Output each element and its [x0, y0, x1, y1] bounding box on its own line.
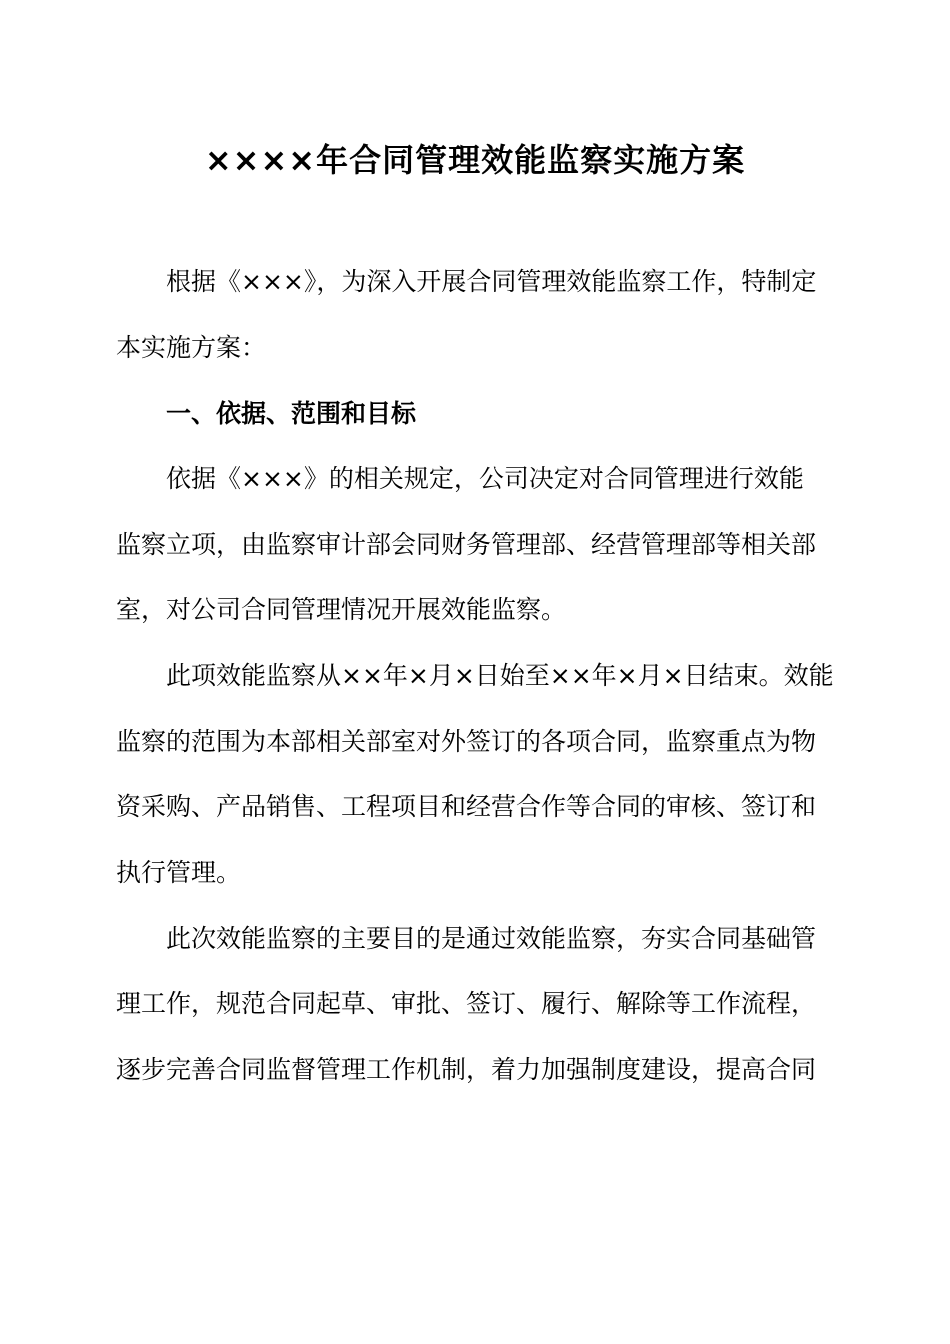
paragraph-intro-line-1: 根据《×××》，为深入开展合同管理效能监察工作，特制定: [166, 267, 817, 296]
paragraph-basis-line-3: 室，对公司合同管理情况开展效能监察。: [116, 595, 567, 624]
paragraph-scope-line-2: 监察的范围为本部相关部室对外签订的各项合同，监察重点为物: [116, 727, 817, 756]
paragraph-scope-line-1: 此项效能监察从××年×月×日始至××年×月×日结束。效能: [166, 661, 834, 690]
paragraph-goal-line-2: 理工作，规范合同起草、审批、签订、履行、解除等工作流程，: [116, 989, 817, 1018]
document-title: ××××年合同管理效能监察实施方案: [204, 141, 746, 179]
paragraph-goal-line-3: 逐步完善合同监督管理工作机制，着力加强制度建设，提高合同: [116, 1055, 817, 1084]
paragraph-intro-line-2: 本实施方案：: [116, 333, 267, 362]
paragraph-basis-line-2: 监察立项，由监察审计部会同财务管理部、经营管理部等相关部: [116, 530, 817, 559]
paragraph-goal-line-1: 此次效能监察的主要目的是通过效能监察，夯实合同基础管: [166, 924, 817, 953]
section-heading-1: 一、依据、范围和目标: [166, 399, 417, 428]
paragraph-basis-line-1: 依据《×××》的相关规定，公司决定对合同管理进行效能: [166, 464, 804, 493]
paragraph-scope-line-4: 执行管理。: [116, 858, 242, 887]
paragraph-scope-line-3: 资采购、产品销售、工程项目和经营合作等合同的审核、签订和: [116, 792, 817, 821]
